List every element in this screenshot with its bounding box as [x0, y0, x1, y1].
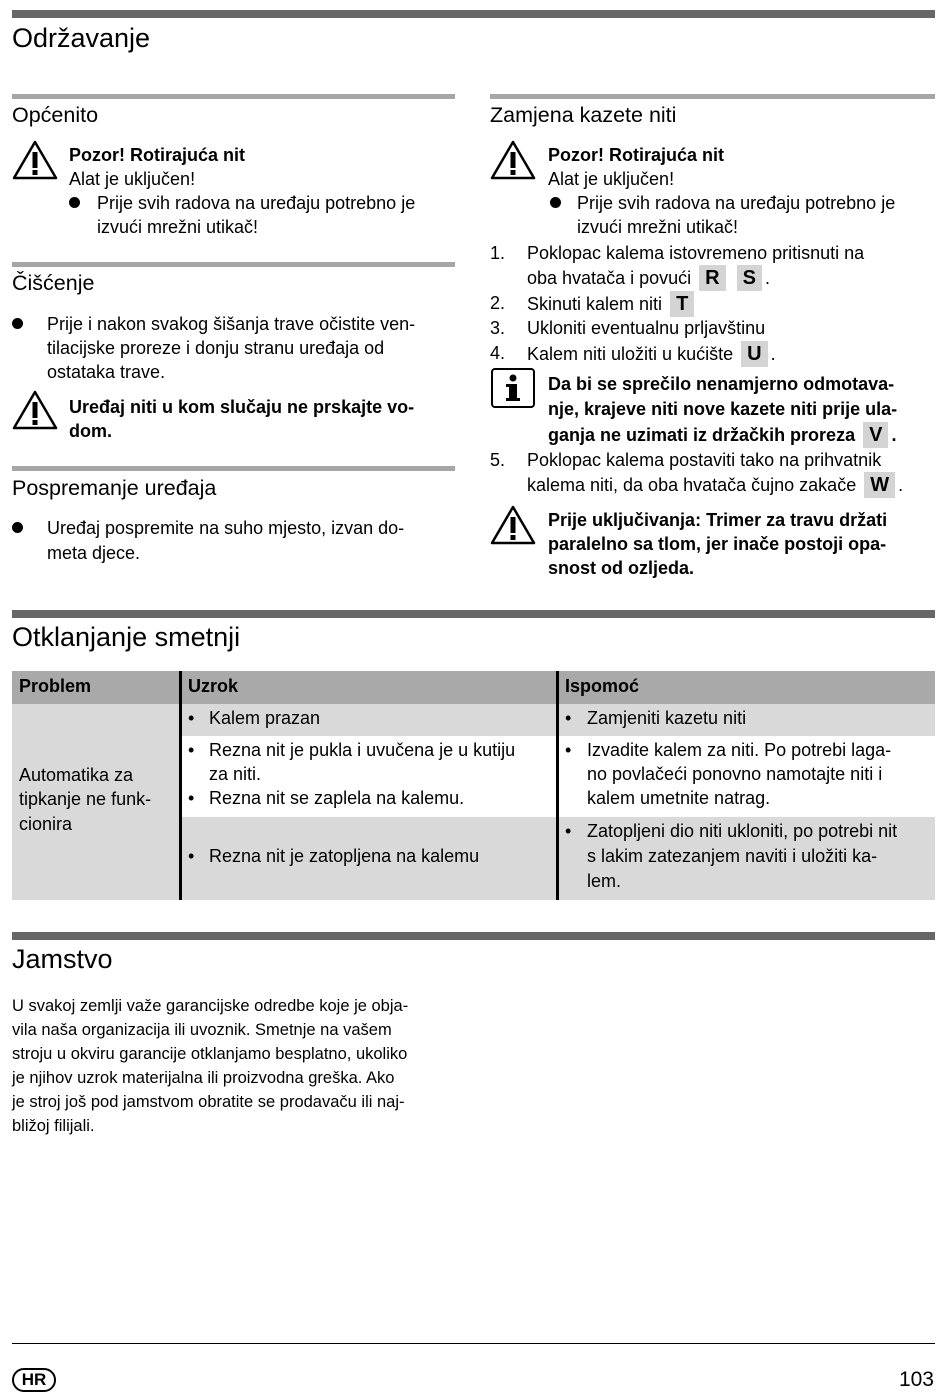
column-header-cause: Uzrok — [188, 676, 239, 696]
step-text: Poklopac kalema postaviti tako na prihvatnik — [527, 450, 882, 470]
column-header-remedy: Ispomoć — [565, 676, 640, 696]
footer-rule — [12, 1343, 935, 1344]
warning-text: Alat je uključen! — [548, 169, 675, 189]
warning-text: Uređaj niti u kom slučaju ne prskajte vo- — [69, 397, 415, 417]
warning-icon — [12, 390, 58, 430]
step-number: 4. — [490, 343, 506, 363]
info-icon — [491, 368, 535, 408]
page-number: 103 — [898, 1368, 934, 1391]
remedy-text: s lakim zatezanjem naviti i uložiti ka- — [587, 846, 878, 866]
bullet-dot — [12, 522, 23, 533]
bullet-text: Prije svih radova na uređaju potrebno je — [97, 193, 416, 213]
warning-icon — [490, 140, 536, 180]
info-text: nje, krajeve niti nove kazete niti prije ula- — [548, 399, 898, 419]
remedy-bullet: • — [565, 708, 572, 728]
warning-title: Pozor! Rotirajuća nit — [69, 145, 246, 165]
subsection-rule — [12, 262, 455, 267]
remedy-bullet: • — [565, 740, 572, 760]
remedy-text: kalem umetnite natrag. — [587, 788, 771, 808]
section-rule — [12, 932, 935, 940]
cause-text: Rezna nit se zaplela na kalemu. — [209, 788, 465, 808]
subsection-rule — [12, 94, 455, 99]
section-rule — [12, 10, 935, 18]
warranty-line: je stroj još pod jamstvom obratite se prodavaču ili naj- — [12, 1093, 405, 1111]
cleaning-text: Prije i nakon svakog šišanja trave očistite ven- — [47, 314, 416, 334]
key-label: U — [741, 341, 767, 367]
warning-icon — [12, 140, 58, 180]
warranty-line: U svakoj zemlji važe garancijske odredbe koje je obja- — [12, 997, 409, 1015]
subsection-title-general: Općenito — [12, 103, 99, 127]
section-title-warranty: Jamstvo — [12, 944, 113, 974]
info-text: ganja ne uzimati iz držačkih proreza V . — [548, 424, 897, 446]
bullet-text: izvući mrežni utikač! — [577, 217, 739, 237]
cause-text: za niti. — [209, 764, 262, 784]
warning-title: Pozor! Rotirajuća nit — [548, 145, 725, 165]
warning-text: Alat je uključen! — [69, 169, 196, 189]
table-divider — [556, 671, 559, 900]
table-header — [12, 671, 935, 704]
step-number: 3. — [490, 318, 506, 338]
step-text: Poklopac kalema istovremeno pritisnuti na — [527, 243, 865, 263]
key-label: S — [737, 265, 762, 291]
subsection-title-storage: Pospremanje uređaja — [12, 476, 217, 500]
cause-bullet: • — [188, 846, 195, 866]
bullet-dot — [12, 318, 23, 329]
subsection-title-cleaning: Čišćenje — [12, 271, 95, 295]
warranty-paragraph — [12, 994, 408, 1138]
problem-text: tipkanje ne funk- — [19, 789, 152, 809]
column-header-problem: Problem — [19, 676, 92, 696]
bullet-dot — [550, 197, 561, 208]
cause-text: Rezna nit je pukla i uvučena je u kutiju — [209, 740, 516, 760]
subsection-title-cassette: Zamjena kazete niti — [490, 103, 677, 127]
key-label: R — [699, 265, 725, 291]
bullet-dot — [69, 197, 80, 208]
key-label: T — [670, 291, 694, 317]
cause-text: Rezna nit je zatopljena na kalemu — [209, 846, 480, 866]
cause-bullet: • — [188, 788, 195, 808]
remedy-text: Zatopljeni dio niti ukloniti, po potrebi nit — [587, 821, 898, 841]
step-text: Skinuti kalem niti T — [527, 291, 697, 317]
table-divider — [179, 671, 182, 900]
step-text: oba hvatača i povući R S . — [527, 267, 770, 289]
cleaning-text: ostataka trave. — [47, 362, 166, 382]
remedy-text: Izvadite kalem za niti. Po potrebi laga- — [587, 740, 892, 760]
warranty-line: vila naša organizacija ili uvoznik. Smetnje na vašem — [12, 1021, 392, 1039]
warning-text: paralelno sa tlom, jer inače postoji opa- — [548, 534, 887, 554]
info-text: Da bi se sprečilo nenamjerno odmotava- — [548, 374, 895, 394]
warranty-line: stroju u okviru garancije otklanjamo besplatno, ukoliko — [12, 1045, 408, 1063]
warning-icon — [490, 505, 536, 545]
language-badge: HR — [12, 1368, 56, 1392]
cause-bullet: • — [188, 740, 195, 760]
cause-bullet: • — [188, 708, 195, 728]
remedy-text: no povlačeći ponovno namotajte niti i — [587, 764, 883, 784]
warning-text: Prije uključivanja: Trimer za travu držati — [548, 510, 888, 530]
step-number: 5. — [490, 450, 506, 470]
key-label: V — [863, 422, 888, 448]
bullet-text: izvući mrežni utikač! — [97, 217, 259, 237]
remedy-text: lem. — [587, 871, 622, 891]
step-text: Ukloniti eventualnu prljavštinu — [527, 318, 766, 338]
subsection-rule — [490, 94, 935, 99]
remedy-text: Zamjeniti kazetu niti — [587, 708, 747, 728]
bullet-text: Prije svih radova na uređaju potrebno je — [577, 193, 896, 213]
warning-text: snost od ozljeda. — [548, 558, 695, 578]
cause-text: Kalem prazan — [209, 708, 321, 728]
subsection-rule — [12, 466, 455, 471]
section-title-maintenance: Održavanje — [12, 23, 151, 53]
storage-text: Uređaj pospremite na suho mjesto, izvan do- — [47, 518, 405, 538]
warranty-line: je njihov uzrok materijalna ili proizvodna greška. Ako — [12, 1069, 395, 1087]
warning-text: dom. — [69, 421, 112, 441]
step-number: 2. — [490, 293, 506, 313]
section-rule — [12, 610, 935, 618]
cleaning-text: tilacijske proreze i donju stranu uređaja od — [47, 338, 385, 358]
section-title-troubleshooting: Otklanjanje smetnji — [12, 622, 241, 652]
step-number: 1. — [490, 243, 506, 263]
step-text: kalema niti, da oba hvatača čujno zakače W . — [527, 474, 904, 496]
warranty-line: bližoj filijali. — [12, 1117, 95, 1135]
problem-text: Automatika za — [19, 765, 134, 785]
storage-text: meta djece. — [47, 543, 141, 563]
key-label: W — [864, 472, 895, 498]
step-text: Kalem niti uložiti u kućište U . — [527, 343, 776, 365]
remedy-bullet: • — [565, 821, 572, 841]
problem-text: cionira — [19, 814, 73, 834]
